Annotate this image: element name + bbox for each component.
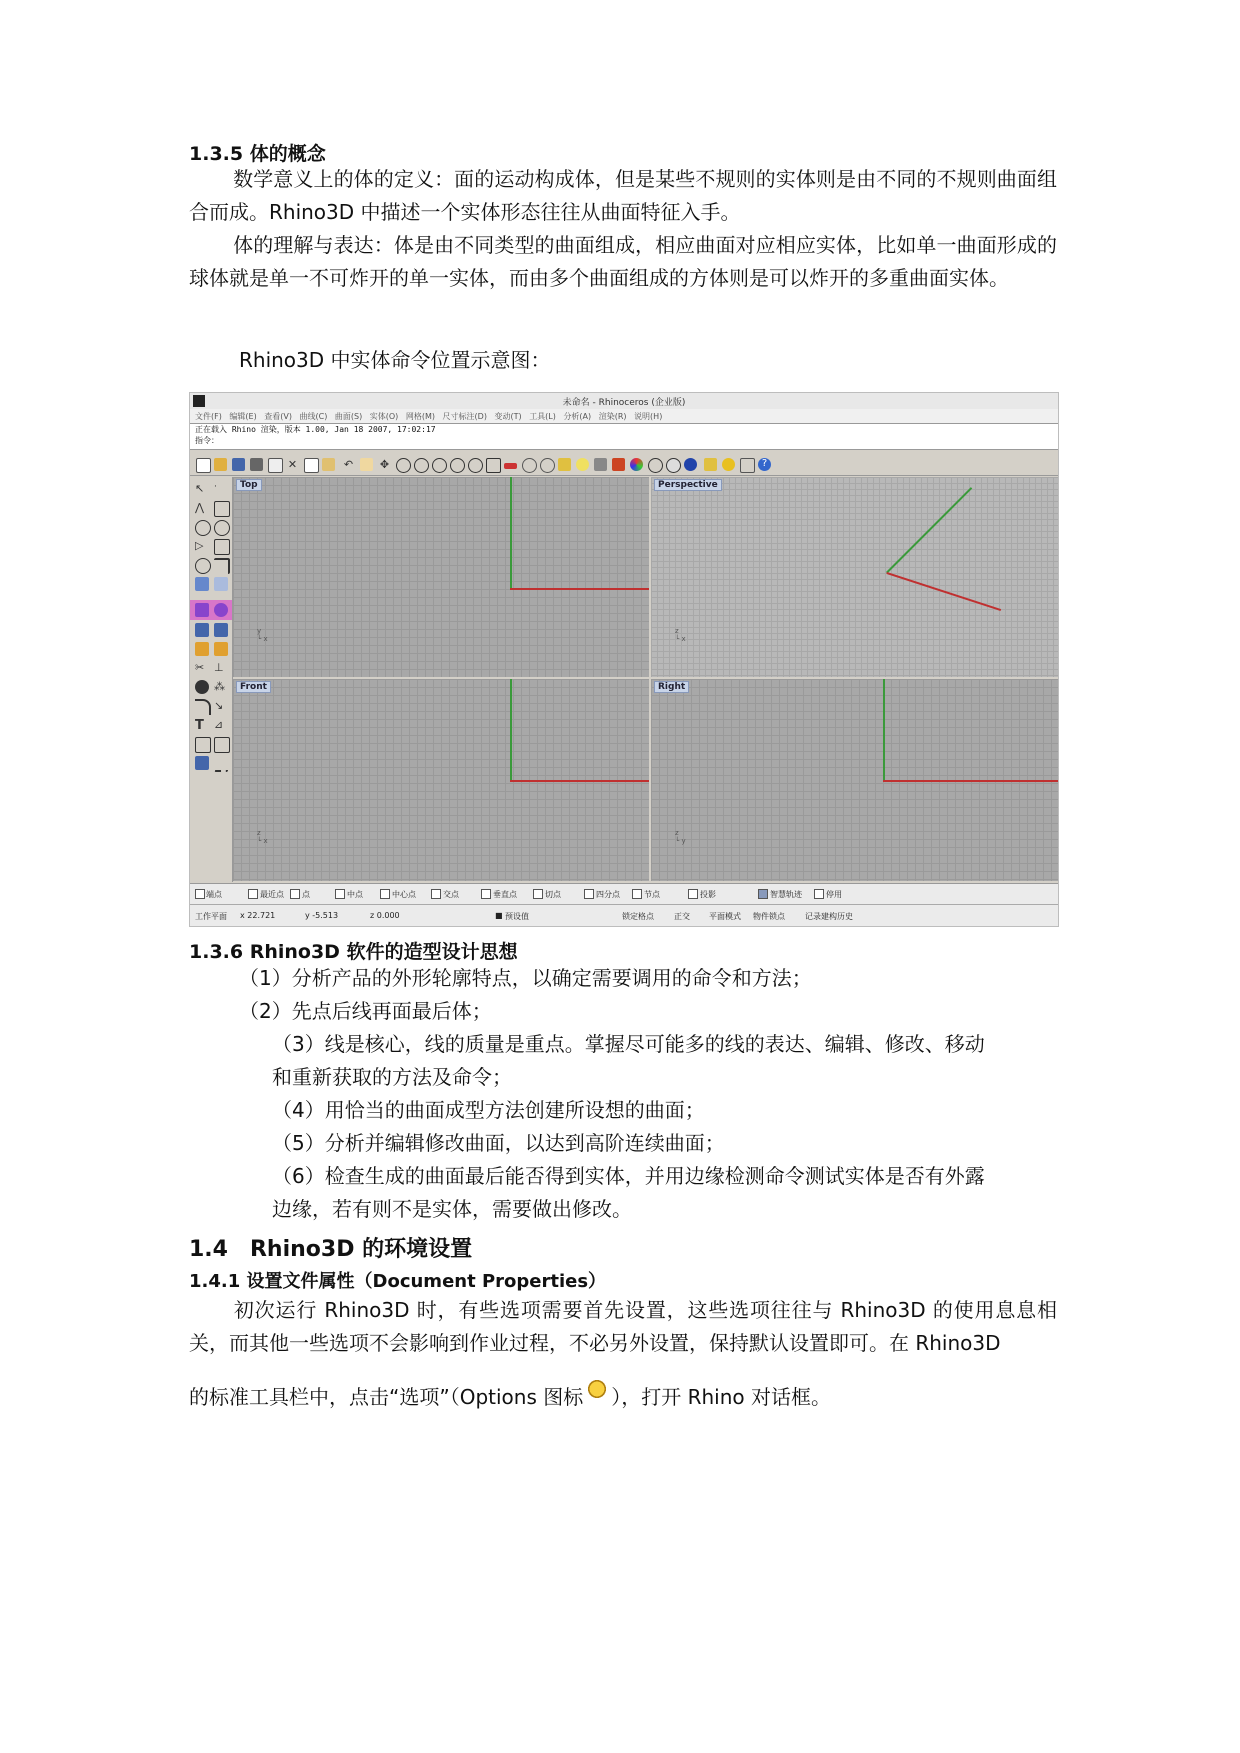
osnap-point-checkbox[interactable] bbox=[290, 889, 300, 899]
viewport-layout-icon[interactable] bbox=[486, 458, 501, 473]
front-x-axis-line bbox=[510, 780, 649, 782]
axis-gizmo: y └ x bbox=[257, 627, 268, 643]
osnap-int-label: 交点 bbox=[443, 890, 459, 899]
step-2: （2）先点后线再面最后体； bbox=[239, 999, 492, 1023]
front-z-axis-line bbox=[510, 679, 512, 781]
layer-icon[interactable] bbox=[612, 458, 625, 471]
osnap-end-label: 端点 bbox=[206, 890, 222, 899]
fillet-icon[interactable] bbox=[195, 699, 211, 715]
step-5: （5）分析并编辑修改曲面，以达到高阶连续曲面； bbox=[272, 1131, 725, 1155]
ellipse-icon[interactable] bbox=[214, 520, 230, 536]
status-ortho[interactable]: 正交 bbox=[674, 912, 690, 921]
paragraph-document-properties bbox=[189, 1294, 1057, 1360]
rhino-menubar bbox=[190, 409, 1058, 423]
osnap-mid-label: 中点 bbox=[347, 890, 363, 899]
flag-icon[interactable] bbox=[704, 458, 717, 471]
menu-help[interactable]: 说明(H) bbox=[634, 412, 663, 421]
osnap-center-label: 中心点 bbox=[392, 890, 416, 899]
status-x-coord: x 22.721 bbox=[240, 911, 276, 920]
osnap-knot-checkbox[interactable] bbox=[632, 889, 642, 899]
options-gear-inline-icon bbox=[585, 1378, 609, 1400]
menu-file[interactable]: 文件(F) bbox=[195, 412, 222, 421]
command-history-line: 正在载入 Rhino 渲染，版本 1.00, Jan 18 2007, 17:02:17 bbox=[195, 425, 436, 434]
status-snap[interactable]: 锁定格点 bbox=[622, 912, 654, 921]
menu-render[interactable]: 渲染(R) bbox=[598, 412, 627, 421]
zoom-window-icon[interactable] bbox=[414, 458, 429, 473]
menu-transform[interactable]: 变动(T) bbox=[494, 412, 522, 421]
analyze-icon[interactable] bbox=[214, 756, 228, 772]
main-sidebar-toolbar bbox=[190, 477, 233, 882]
paragraph-definition-text: 数学意义上的体的定义：面的运动构成体，但是某些不规则的实体则是由不同的不规则曲面组合而成。Rhino3D 中描述一个实体形态往往从曲面特征入手。 bbox=[189, 167, 1057, 224]
smarttrack-checkbox[interactable] bbox=[758, 889, 768, 899]
status-y-coord: y -5.513 bbox=[305, 911, 339, 920]
status-cplane: 工作平面 bbox=[195, 912, 227, 921]
polygon-icon[interactable] bbox=[195, 558, 211, 574]
tools-icon[interactable] bbox=[740, 458, 755, 473]
status-bar bbox=[190, 904, 1058, 927]
osnap-bar bbox=[190, 883, 1058, 904]
step-3-continued: 和重新获取的方法及命令； bbox=[272, 1065, 512, 1089]
osnap-quad-label: 四分点 bbox=[596, 890, 620, 899]
viewport-front[interactable] bbox=[233, 679, 649, 881]
step-1: （1）分析产品的外形轮廓特点，以确定需要调用的命令和方法； bbox=[239, 966, 812, 990]
viewport-perspective-label[interactable]: Perspective bbox=[654, 479, 722, 491]
arc-icon[interactable]: ▷ bbox=[195, 539, 204, 552]
persp-axis-gizmo: z └ x bbox=[675, 627, 686, 643]
step-3: （3）线是核心，线的质量是重点。掌握尽可能多的线的表达、编辑、修改、移动 bbox=[272, 1032, 985, 1056]
osnap-perp-checkbox[interactable] bbox=[481, 889, 491, 899]
fillet-curve-icon[interactable] bbox=[214, 558, 230, 574]
point-icon[interactable]: · bbox=[214, 482, 217, 492]
car-icon[interactable] bbox=[504, 463, 517, 469]
osnap-perp-label: 垂直点 bbox=[493, 890, 517, 899]
menu-edit[interactable]: 编辑(E) bbox=[229, 412, 257, 421]
extrude-icon[interactable] bbox=[214, 623, 228, 637]
section-heading-1-3-6: 1.3.6 Rhino3D 软件的造型设计思想 bbox=[189, 941, 518, 963]
mesh-icon[interactable] bbox=[195, 623, 209, 637]
menu-curve[interactable]: 曲线(C) bbox=[299, 412, 328, 421]
pan-hand-icon[interactable] bbox=[360, 458, 373, 471]
paragraph-definition bbox=[189, 163, 1057, 229]
rectangle-icon[interactable] bbox=[214, 539, 230, 555]
status-z-coord: z 0.000 bbox=[370, 911, 400, 920]
import-icon[interactable] bbox=[268, 458, 283, 473]
zoom-extents-icon[interactable] bbox=[432, 458, 447, 473]
new-file-icon[interactable] bbox=[196, 458, 211, 473]
section-heading-1-4-1: 1.4.1 设置文件属性（Document Properties） bbox=[189, 1271, 607, 1292]
paste-icon[interactable] bbox=[322, 458, 335, 471]
status-planar[interactable]: 平面模式 bbox=[709, 912, 741, 921]
osnap-icon[interactable] bbox=[558, 458, 571, 471]
rotate-view-icon[interactable] bbox=[468, 458, 483, 473]
paragraph-document-properties-text: 初次运行 Rhino3D 时，有些选项需要首先设置，这些选项往往与 Rhino3D 的使用息息相关，而其他一些选项不会影响到作业过程，不必另外设置，保持默认设置即可。在 Rhino3D bbox=[189, 1298, 1057, 1355]
cut-icon[interactable]: ✕ bbox=[287, 458, 298, 471]
persp-x-axis-line bbox=[886, 572, 1001, 611]
solid-tools-icon[interactable] bbox=[214, 603, 228, 617]
persp-y-axis-line bbox=[886, 487, 972, 573]
print-icon[interactable] bbox=[250, 458, 263, 471]
select-icon[interactable] bbox=[522, 458, 537, 473]
render-icon[interactable] bbox=[195, 756, 209, 770]
render-sphere-icon[interactable] bbox=[684, 458, 697, 471]
rhino-titlebar bbox=[190, 393, 1058, 409]
light-icon[interactable] bbox=[576, 458, 589, 471]
step-4: （4）用恰当的曲面成型方法创建所设想的曲面； bbox=[272, 1098, 705, 1122]
surface-icon[interactable] bbox=[195, 577, 209, 591]
camera-icon[interactable] bbox=[540, 458, 555, 473]
options-gear-icon[interactable] bbox=[722, 458, 735, 471]
options-line-text-after: ），打开 Rhino 对话框。 bbox=[611, 1385, 832, 1409]
offset-icon[interactable]: ↘ bbox=[214, 699, 224, 712]
viewport-perspective[interactable] bbox=[651, 477, 1058, 677]
circle-icon[interactable] bbox=[195, 520, 211, 536]
curve-icon[interactable] bbox=[214, 501, 230, 517]
osnap-quad-checkbox[interactable] bbox=[584, 889, 594, 899]
menu-analyze[interactable]: 分析(A) bbox=[563, 412, 592, 421]
lock-icon[interactable] bbox=[594, 458, 607, 471]
right-z-axis-line bbox=[883, 679, 885, 781]
menu-surface[interactable]: 曲面(S) bbox=[334, 412, 363, 421]
color-wheel-icon[interactable] bbox=[630, 458, 643, 471]
wireframe-sphere-icon[interactable] bbox=[648, 458, 663, 473]
status-history[interactable]: 记录建构历史 bbox=[805, 912, 853, 921]
array-icon[interactable] bbox=[195, 737, 211, 753]
select-arrow-icon[interactable]: ↖ bbox=[195, 482, 205, 495]
osnap-int-checkbox[interactable] bbox=[431, 889, 441, 899]
section-heading-1-4: 1.4 Rhino3D 的环境设置 bbox=[189, 1237, 473, 1262]
status-layer[interactable]: 预设值 bbox=[505, 912, 529, 921]
menu-dimension[interactable]: 尺寸标注(D) bbox=[442, 412, 487, 421]
menu-tools[interactable]: 工具(L) bbox=[529, 412, 556, 421]
menu-solid[interactable]: 实体(O) bbox=[369, 412, 399, 421]
osnap-disable-label: 停用 bbox=[826, 890, 842, 899]
group-icon[interactable] bbox=[195, 680, 209, 694]
join-icon[interactable]: ⁂ bbox=[214, 680, 225, 693]
transform-icon[interactable] bbox=[214, 737, 230, 753]
paragraph-understanding bbox=[189, 229, 1057, 295]
osnap-point-label: 点 bbox=[302, 890, 310, 899]
status-layer-swatch: ■ bbox=[495, 911, 503, 920]
split-icon[interactable]: ⊥ bbox=[214, 661, 224, 674]
x-axis-line bbox=[510, 588, 649, 590]
undo-icon[interactable]: ↶ bbox=[343, 458, 354, 471]
help-icon[interactable]: ? bbox=[758, 458, 771, 471]
paragraph-options-line bbox=[189, 1378, 831, 1414]
osnap-project-checkbox[interactable] bbox=[688, 889, 698, 899]
step-6: （6）检查生成的曲面最后能否得到实体，并用边缘检测命令测试实体是否有外露 bbox=[272, 1164, 985, 1188]
zoom-icon[interactable] bbox=[396, 458, 411, 473]
osnap-center-checkbox[interactable] bbox=[380, 889, 390, 899]
menu-view[interactable]: 查看(V) bbox=[264, 412, 292, 421]
trim-icon[interactable]: ✂ bbox=[195, 661, 205, 674]
surface-tools-icon[interactable] bbox=[214, 577, 228, 591]
osnap-near-checkbox[interactable] bbox=[248, 889, 258, 899]
rhino-window-title: 未命名 - Rhinoceros (企业版) bbox=[562, 398, 686, 408]
osnap-knot-label: 节点 bbox=[644, 890, 660, 899]
shaded-sphere-icon[interactable] bbox=[666, 458, 681, 473]
options-line-text-before: 的标准工具栏中，点击“选项”（Options 图标 bbox=[189, 1385, 584, 1409]
zoom-selected-icon[interactable] bbox=[450, 458, 465, 473]
osnap-disable-checkbox[interactable] bbox=[814, 889, 824, 899]
right-y-axis-line bbox=[883, 780, 1058, 782]
menu-mesh[interactable]: 网格(M) bbox=[405, 412, 435, 421]
viewport-right-label[interactable]: Right bbox=[654, 681, 689, 693]
copy-icon[interactable] bbox=[304, 458, 319, 473]
viewport-right[interactable] bbox=[651, 679, 1058, 881]
open-file-icon[interactable] bbox=[214, 458, 227, 471]
viewport-top[interactable] bbox=[233, 477, 649, 677]
explode-icon[interactable] bbox=[214, 642, 228, 656]
osnap-project-label: 投影 bbox=[700, 890, 716, 899]
save-icon[interactable] bbox=[232, 458, 245, 471]
osnap-near-label: 最近点 bbox=[260, 890, 284, 899]
smarttrack-label: 智慧轨迹 bbox=[770, 890, 802, 899]
step-6-continued: 边缘，若有则不是实体，需要做出修改。 bbox=[272, 1197, 632, 1221]
rhino-screenshot bbox=[189, 392, 1059, 927]
move-icon[interactable]: ✥ bbox=[379, 458, 390, 471]
rhino-command-area bbox=[190, 423, 1058, 450]
section-heading-1-3-5: 1.3.5 体的概念 bbox=[189, 143, 326, 165]
osnap-tan-label: 切点 bbox=[545, 890, 561, 899]
y-axis-line bbox=[510, 477, 512, 589]
osnap-tan-checkbox[interactable] bbox=[533, 889, 543, 899]
osnap-end-checkbox[interactable] bbox=[195, 889, 205, 899]
polyline-icon[interactable]: ⋀ bbox=[195, 501, 205, 514]
viewport-top-label[interactable]: Top bbox=[236, 479, 262, 491]
paragraph-understanding-text: 体的理解与表达：体是由不同类型的曲面组成，相应曲面对应相应实体，比如单一曲面形成的球体就是单一不可炸开的单一实体，而由多个曲面组成的方体则是可以炸开的多重曲面实体。 bbox=[189, 233, 1057, 290]
command-prompt[interactable]: 指令： bbox=[195, 436, 219, 445]
dimension-icon[interactable]: ⊿ bbox=[214, 718, 224, 731]
text-icon[interactable]: T bbox=[195, 718, 204, 733]
boolean-icon[interactable] bbox=[195, 642, 209, 656]
figure-caption: Rhino3D 中实体命令位置示意图： bbox=[239, 348, 551, 372]
front-axis-gizmo: z └ x bbox=[257, 829, 268, 845]
standard-toolbar bbox=[190, 455, 1058, 476]
viewport-front-label[interactable]: Front bbox=[236, 681, 271, 693]
right-axis-gizmo: z └ y bbox=[675, 829, 686, 845]
osnap-mid-checkbox[interactable] bbox=[335, 889, 345, 899]
solid-box-icon[interactable] bbox=[195, 603, 209, 617]
status-osnap[interactable]: 物件锁点 bbox=[753, 912, 785, 921]
